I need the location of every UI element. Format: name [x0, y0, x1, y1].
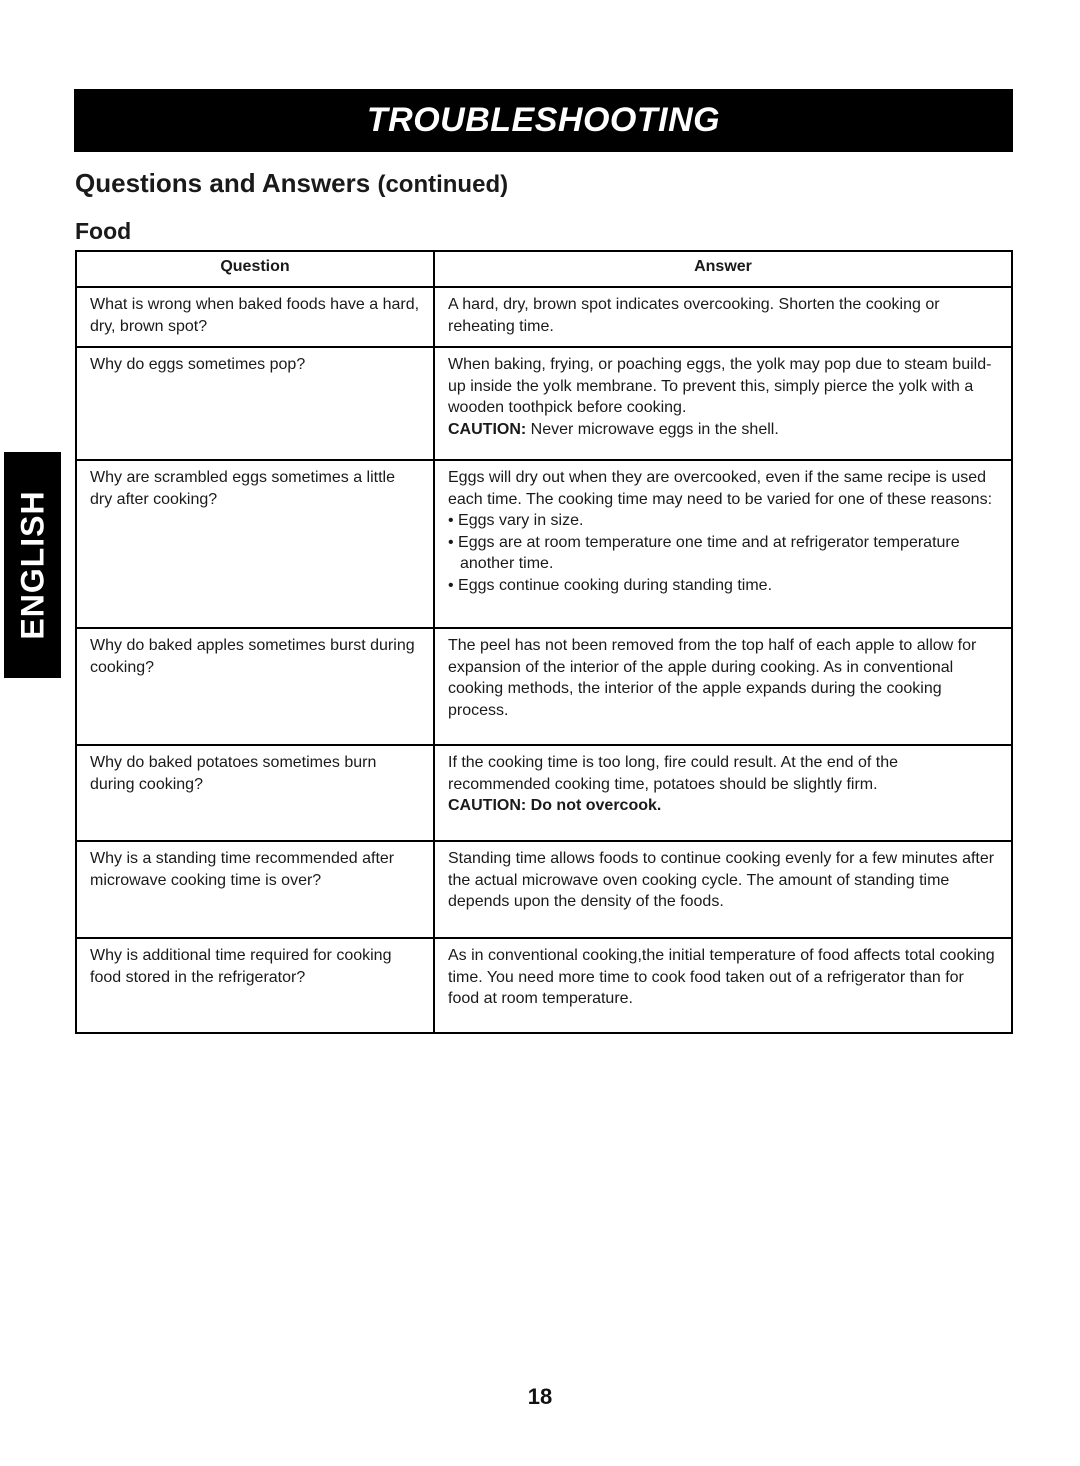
section-banner: [74, 89, 1013, 152]
language-side-tab: [4, 452, 61, 678]
question-cell: Why is a standing time recommended after microwave cooking time is over?: [76, 841, 434, 938]
answer-text: When baking, frying, or poaching eggs, the yolk may pop due to steam build-up inside the yolk membrane. To prevent this, simply pierce the yolk with a wooden toothpick before cooking.: [448, 356, 992, 416]
section-title-continued: (continued): [377, 171, 509, 198]
table-row: [76, 938, 1012, 1033]
subsection-title: Food: [75, 218, 132, 244]
question-cell: Why are scrambled eggs sometimes a little dry after cooking?: [76, 460, 434, 628]
answer-cell: [434, 841, 1012, 938]
answer-cell: [434, 460, 1012, 628]
answer-cell: [434, 938, 1012, 1033]
caution-text: Never microwave eggs in the shell.: [526, 420, 779, 438]
page-number: 18: [527, 1384, 553, 1409]
qa-table: [75, 250, 1013, 1034]
answer-cell: [434, 628, 1012, 745]
answer-text: Eggs will dry out when they are overcooked, even if the same recipe is used each time. The cooking time may need to be varied for one of these reasons:: [448, 469, 993, 508]
answer-bullet: • Eggs continue cooking during standing time.: [448, 576, 773, 594]
table-row: [76, 841, 1012, 938]
question-cell: What is wrong when baked foods have a hard, dry, brown spot?: [76, 287, 434, 347]
answer-column-header: Answer: [434, 251, 1012, 287]
caution-note: CAUTION: Do not overcook.: [448, 797, 662, 814]
answer-text: The peel has not been removed from the top half of each apple to allow for expansion of the interior of the apple during cooking. As in conventional cooking methods, the interior of the apple expands during the cooking process.: [448, 637, 977, 719]
answer-cell: [434, 287, 1012, 347]
section-title-text: Questions and Answers: [75, 168, 371, 198]
question-cell: Why do baked potatoes sometimes burn during cooking?: [76, 745, 434, 841]
table-row: [76, 628, 1012, 745]
answer-text: As in conventional cooking,the initial temperature of food affects total cooking time. You need more time to cook food taken out of a refrigerator than for food at room temperature.: [448, 947, 995, 1007]
question-column-header: Question: [76, 251, 434, 287]
answer-cell: [434, 347, 1012, 460]
caution-note: [448, 419, 999, 441]
question-cell: Why do eggs sometimes pop?: [76, 347, 434, 460]
table-row: [76, 347, 1012, 460]
answer-text: Standing time allows foods to continue cooking evenly for a few minutes after the actual microwave oven cooking cycle. The amount of standing time depends upon the density of the foods.: [448, 850, 995, 910]
answer-bullet: • Eggs vary in size.: [448, 512, 584, 529]
side-tab-label: ENGLISH: [14, 490, 50, 640]
question-cell: Why do baked apples sometimes burst during cooking?: [76, 628, 434, 745]
table-row: [76, 287, 1012, 347]
table-row: [76, 745, 1012, 841]
answer-text: If the cooking time is too long, fire could result. At the end of the recommended cooking time, potatoes should be slightly firm.: [448, 754, 899, 793]
banner-title: TROUBLESHOOTING: [366, 101, 721, 139]
question-cell: Why is additional time required for cooking food stored in the refrigerator?: [76, 938, 434, 1033]
answer-cell: [434, 745, 1012, 841]
section-title: [75, 168, 508, 199]
caution-label: CAUTION:: [448, 420, 527, 438]
answer-bullet: • Eggs are at room temperature one time and at refrigerator temperature another time.: [448, 533, 960, 572]
answer-text: A hard, dry, brown spot indicates overcooking. Shorten the cooking or reheating time.: [448, 296, 940, 335]
table-header-row: [76, 251, 1012, 287]
table-row: [76, 460, 1012, 628]
